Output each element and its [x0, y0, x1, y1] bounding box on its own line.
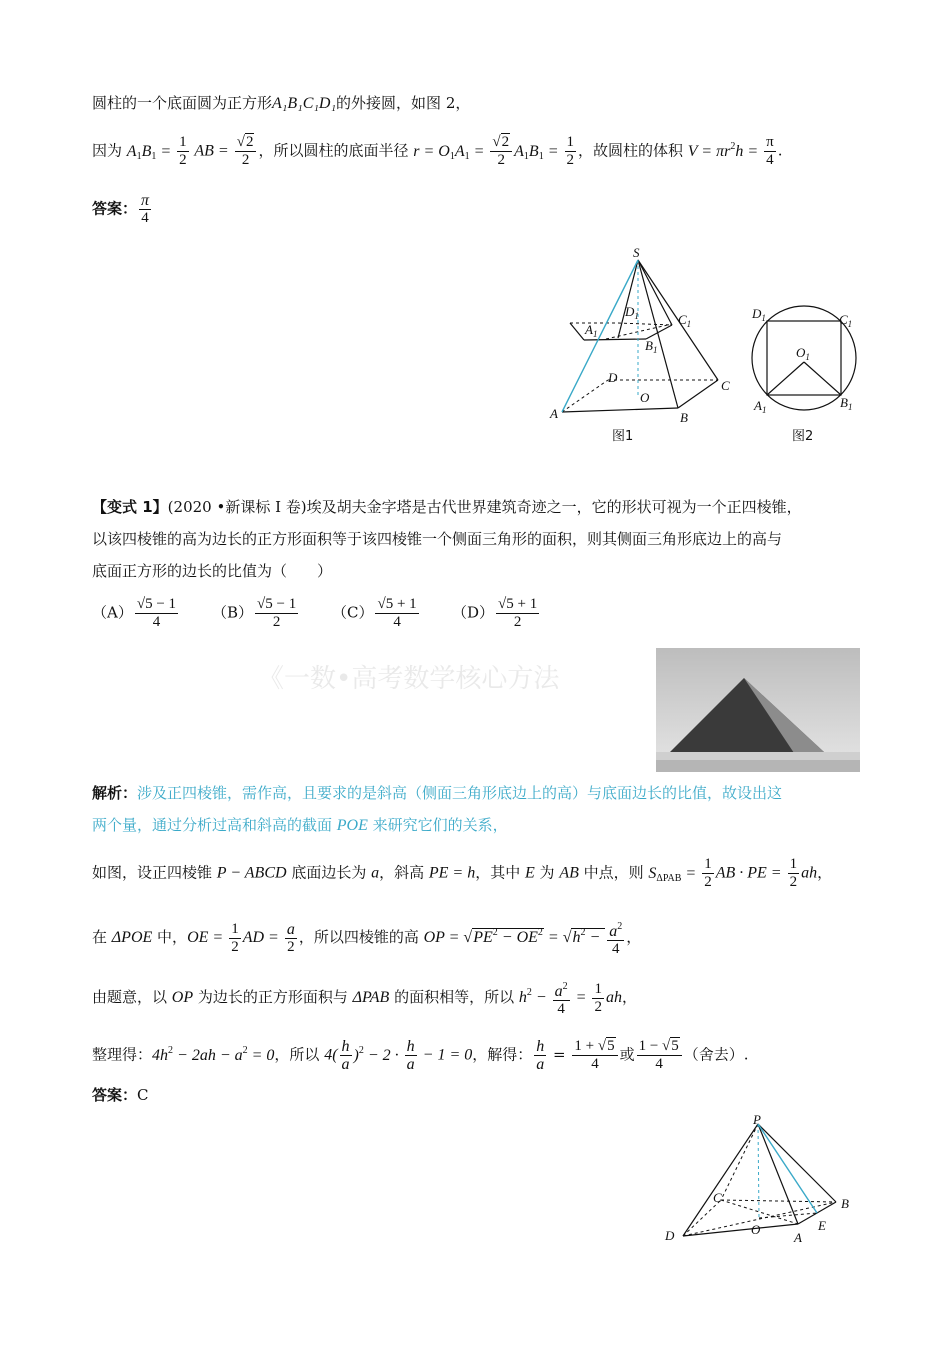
analysis-cyan-1: 涉及正四棱锥，需作高，且要求的是斜高（侧面三角形底边上的高）与底面边长的比值，故设出这: [137, 784, 783, 802]
watermark: 《一数•高考数学核心方法: [258, 664, 560, 694]
svg-text:C1: $C_1$: [678, 312, 692, 329]
svg-text:D1: $D_1$: [625, 304, 639, 321]
variant-text-1: (2020 •新课标 I 卷)埃及胡夫金字塔是古代世界建筑奇迹之一，它的形状可视为一个正四棱锥，: [167, 498, 802, 516]
svg-text:O1: $O_1$: [796, 345, 810, 362]
text-line-2: 因为 $A_1B_1$ = $\frac{1}{2}$ AB = $\frac{√2}{2}$ ，所以圆柱的底面半径 $r = O_1A_1$ = $\frac{√2}{2}$ $A_1B_1$ = $\frac{1}{2}$ ，故圆柱的体积 $V = \pi r^2h$ = $\frac{\pi}{4}$ .: [92, 134, 783, 168]
svg-text:C: C: [721, 378, 730, 393]
svg-text:A1: $A_1$: [754, 398, 767, 415]
option-c[interactable]: （C） $\frac{√5 + 1}{4}$: [332, 596, 417, 630]
options-row: [92, 596, 572, 631]
analysis-line-1: [92, 782, 782, 804]
svg-text:C1: $C_1$: [839, 312, 853, 329]
variant-text-3: 底面正方形的边长的比值为（ ）: [92, 562, 333, 580]
analysis-line-5: 由题意，以 OP 为边长的正方形面积与 ΔPAB 的面积相等，所以 $h^2$ − $\frac{a^2}{4}$ = $\frac{1}{2}$ ah，: [92, 978, 637, 1018]
option-b[interactable]: （B） $\frac{√5 - 1}{2}$: [212, 596, 297, 630]
svg-text:B1: $B_1$: [645, 338, 658, 355]
variant-head: 【变式 1】: [92, 498, 168, 516]
svg-text:D1: $D_1$: [752, 306, 766, 323]
line1-text: 圆柱的一个底面圆为正方形: [92, 94, 273, 112]
line1-tail: 的外接圆，如图 2，: [336, 94, 471, 112]
variant-line-2: [92, 528, 782, 550]
eq-a1b1: $A_1B_1$ =: [126, 142, 176, 162]
analysis-line-2: 两个量，通过分析过高和斜高的截面 POE 来研究它们的关系，: [92, 816, 508, 834]
text-line-1: [92, 92, 470, 115]
line2-p3: ，故圆柱的体积: [578, 141, 684, 160]
svg-text:A: A: [794, 1230, 802, 1245]
line1-math: A₁B₁C₁D₁: [272, 95, 337, 112]
svg-text:P: P: [753, 1112, 761, 1127]
svg-text:O: O: [751, 1222, 761, 1237]
svg-text:B1: $B_1$: [840, 395, 853, 412]
variant-line-3: [92, 560, 332, 582]
option-a[interactable]: （A） $\frac{√5 - 1}{4}$: [92, 596, 177, 630]
figure-3: [655, 1110, 865, 1250]
svg-text:A1: $A_1$: [585, 322, 598, 339]
answer-1: [92, 192, 153, 227]
analysis-line-6: 整理得：$4h^2 - 2ah - a^2 = 0$，所以 4( $\frac{h}{a}$ )$^2$ − 2 · $\frac{h}{a}$ − 1 = 0，解得： $\frac{h}{a}$ = $\frac{1 + √5}{4}$ 或 $\frac{1 - √5}{4}$ （舍去）.: [92, 1038, 749, 1073]
svg-text:E: E: [818, 1218, 826, 1233]
frac-sqrt2-2: $\frac{√2}{2}$: [235, 134, 257, 169]
analysis-line-4: 在 ΔPOE 中，OE = $\frac{1}{2}$ AD = $\frac{a}{2}$ ，所以四棱锥的高 OP = $√PE^2 - OE^2 = √h^2$ − $\frac{a^2}{4}$ ，: [92, 918, 641, 958]
option-d[interactable]: （D） $\frac{√5 + 1}{2}$: [452, 596, 538, 630]
fig2-caption: 图2: [792, 429, 814, 444]
svg-text:A: A: [550, 406, 558, 421]
line2-p2: ，所以圆柱的底面半径: [258, 141, 409, 160]
analysis-label: 解析：: [92, 784, 138, 802]
svg-text:O: O: [640, 390, 650, 405]
figure-1-2: [540, 240, 880, 450]
answer1-label: 答案：: [92, 199, 138, 218]
svg-text:B: B: [841, 1196, 849, 1211]
pyramid-photo: [656, 648, 860, 772]
svg-text:C: C: [713, 1190, 722, 1205]
variant-line-1: [92, 496, 802, 518]
frac-half: $\frac{1}{2}$: [179, 134, 187, 168]
variant-text-2: 以该四棱锥的高为边长的正方形面积等于该四棱锥一个侧面三角形的面积，则其侧面三角形底边上的高与: [92, 530, 783, 548]
svg-text:S: S: [633, 245, 640, 260]
answer-2: [92, 1084, 149, 1106]
analysis-line-3: 如图，设正四棱锥 P − ABCD 底面边长为 a，斜高 PE = h，其中 E 为 AB 中点，则 $S_{\Delta PAB}$ = $\frac{1}{2}$ AB · PE = $\frac{1}{2}$ ah，: [92, 856, 833, 890]
answer2-value: C: [137, 1086, 149, 1104]
fig1-caption: 图1: [612, 429, 634, 444]
line2-p1: 因为: [92, 141, 123, 160]
svg-text:B: B: [680, 410, 688, 425]
svg-text:D: D: [608, 370, 618, 385]
answer2-label: 答案：: [92, 1086, 138, 1104]
answer1-frac: $\frac{\pi}{4}$: [141, 192, 150, 226]
svg-text:D: D: [665, 1228, 675, 1243]
